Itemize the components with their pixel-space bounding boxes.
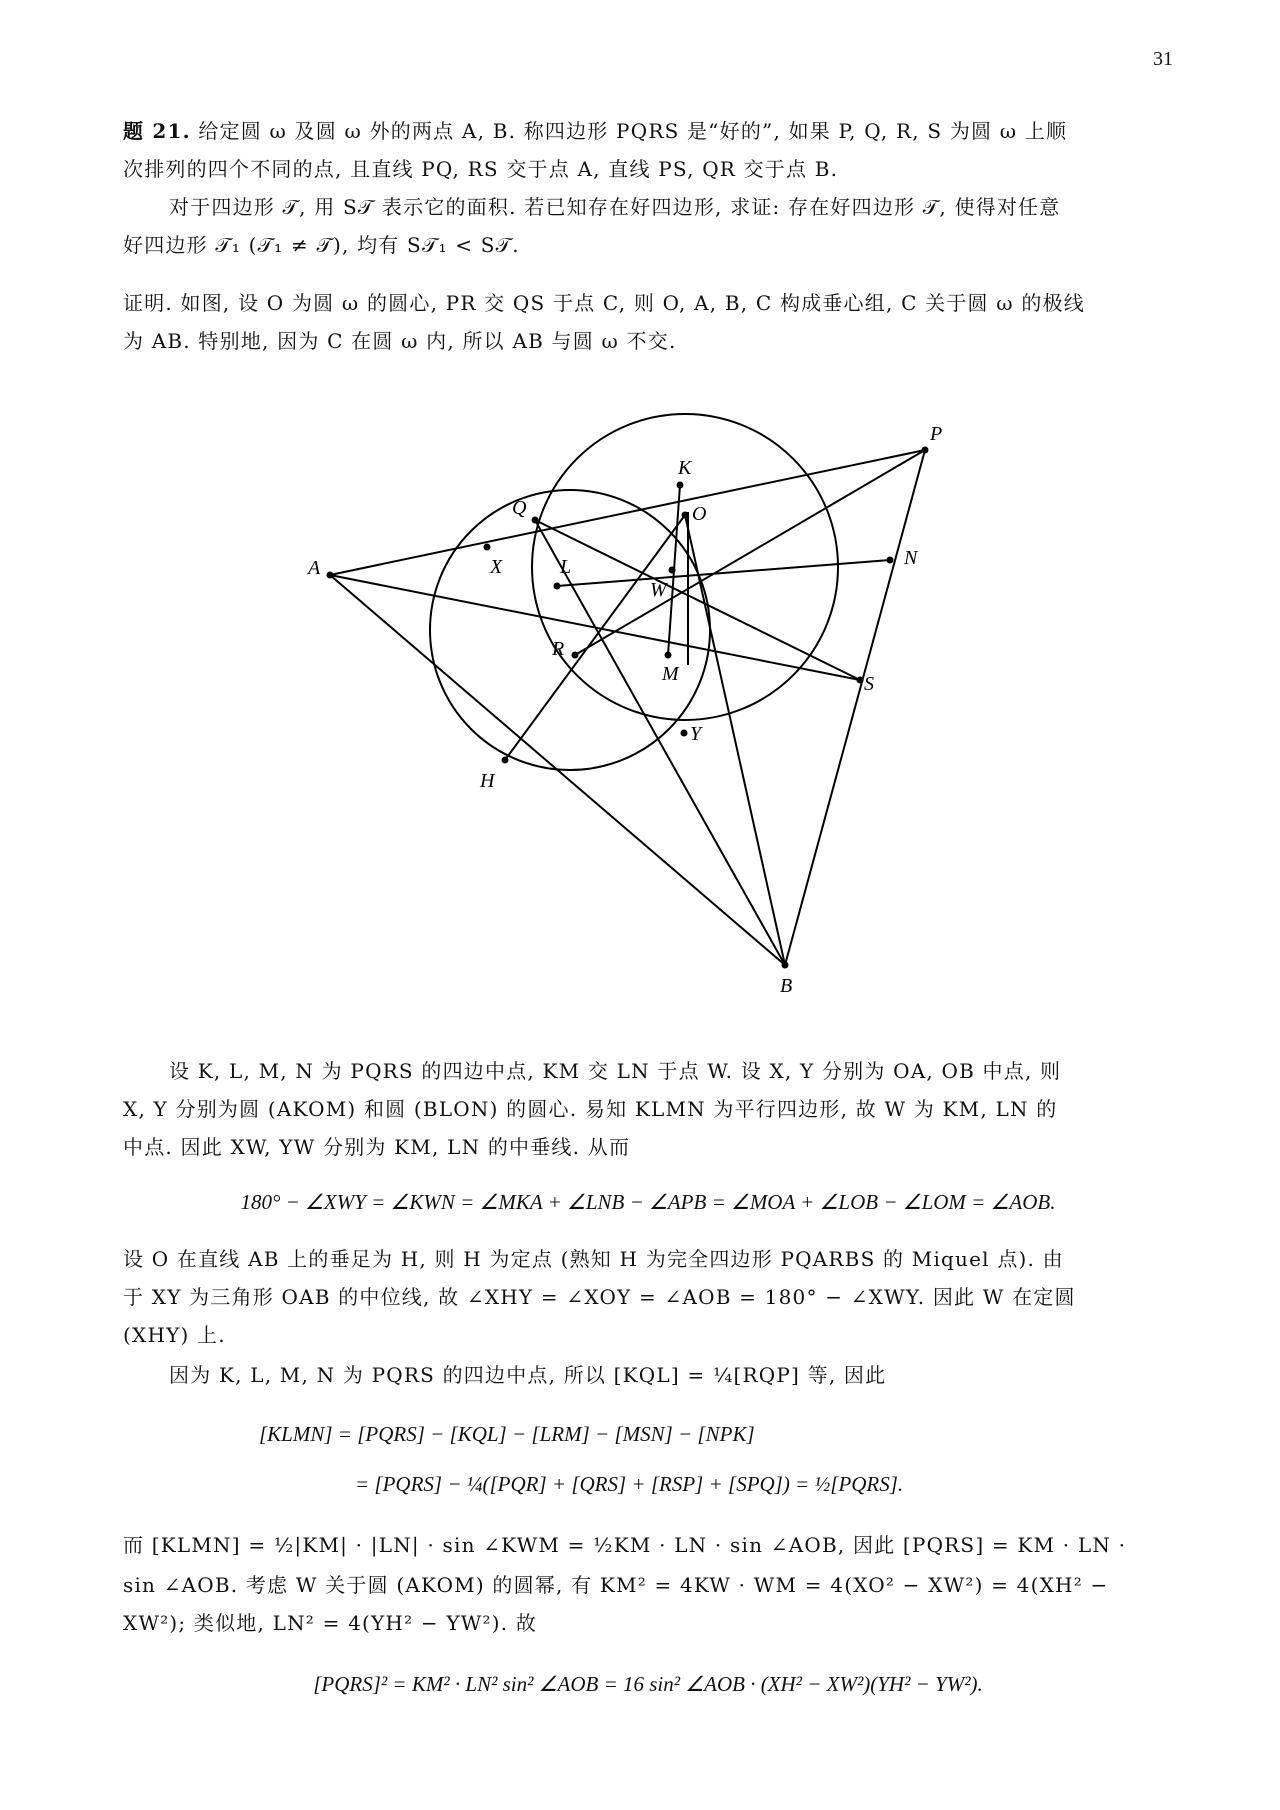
label-B: B (780, 975, 793, 997)
line-QS (535, 520, 860, 680)
body-p2-line3: (XHY) 上. (123, 1323, 226, 1347)
label-Q: Q (512, 497, 527, 519)
problem-statement-1: 给定圆 ω 及圆 ω 外的两点 A, B. 称四边形 PQRS 是“好的”, 如果 P, Q, R, S 为圆 ω 上顺 (198, 119, 1068, 143)
equation-2-line1: [KLMN] = [PQRS] − [KQL] − [LRM] − [MSN] − [NPK] (259, 1422, 755, 1446)
body-p4-line1: 而 [KLMN] = ½|KM| · |LN| · sin ∠KWM = ½KM · LN · sin ∠AOB, 因此 [PQRS] = KM · LN · (123, 1533, 1127, 1557)
label-S: S (864, 673, 874, 695)
line-AP (330, 450, 925, 575)
label-P: P (930, 423, 943, 445)
line-PB (785, 450, 925, 965)
body-p1-line1: 设 K, L, M, N 为 PQRS 的四边中点, KM 交 LN 于点 W. 设 X, Y 分别为 OA, OB 中点, 则 (169, 1059, 1062, 1083)
label-A: A (308, 557, 321, 579)
label-H: H (480, 770, 495, 792)
proof-line-2: 为 AB. 特别地, 因为 C 在圆 ω 内, 所以 AB 与圆 ω 不交. (123, 329, 677, 353)
body-p2-line2: 于 XY 为三角形 OAB 的中位线, 故 ∠XHY = ∠XOY = ∠AOB = 180° − ∠XWY. 因此 W 在定圆 (123, 1285, 1076, 1309)
equation-3: [PQRS]² = KM² · LN² sin² ∠AOB = 16 sin² ∠AOB · (XH² − XW²)(YH² − YW²). (313, 1672, 983, 1696)
problem-label: 题 21. (123, 119, 191, 143)
line-LN (557, 560, 890, 586)
label-Y: Y (690, 723, 702, 745)
page-number: 31 (1153, 48, 1173, 70)
line-AB (330, 575, 785, 965)
label-X: X (490, 556, 503, 578)
label-O: O (692, 503, 707, 525)
body-p4-line3: XW²); 类似地, LN² = 4(YH² − YW²). 故 (123, 1611, 538, 1635)
body-p4-line2: sin ∠AOB. 考虑 W 关于圆 (AKOM) 的圆幂, 有 KM² = 4KW · WM = 4(XO² − XW²) = 4(XH² − (123, 1573, 1109, 1597)
label-M: M (662, 663, 679, 685)
problem-statement-3: 对于四边形 𝒯, 用 S𝒯 表示它的面积. 若已知存在好四边形, 求证: 存在好四边形 𝒯, 使得对任意 (169, 195, 1061, 219)
body-p1-line3: 中点. 因此 XW, YW 分别为 KM, LN 的中垂线. 从而 (123, 1135, 631, 1159)
label-W: W (650, 579, 667, 601)
label-L: L (560, 556, 572, 578)
circle-xhy (430, 490, 710, 770)
proof-line-1: 证明. 如图, 设 O 为圆 ω 的圆心, PR 交 QS 于点 C, 则 O, A, B, C 构成垂心组, C 关于圆 ω 的极线 (123, 291, 1085, 315)
equation-1: 180° − ∠XWY = ∠KWN = ∠MKA + ∠LNB − ∠APB = ∠MOA + ∠LOB − ∠LOM = ∠AOB. (240, 1190, 1056, 1214)
line-PR (575, 450, 925, 655)
geometry-figure (300, 390, 1000, 1030)
body-p1-line2: X, Y 分别为圆 (AKOM) 和圆 (BLON) 的圆心. 易知 KLMN 为平行四边形, 故 W 为 KM, LN 的 (123, 1097, 1058, 1121)
figure-svg (300, 390, 1000, 1030)
body-p3-line1: 因为 K, L, M, N 为 PQRS 的四边中点, 所以 [KQL] = ¼[RQP] 等, 因此 (169, 1363, 887, 1387)
body-p2-line1: 设 O 在直线 AB 上的垂足为 H, 则 H 为定点 (熟知 H 为完全四边形 PQARBS 的 Miquel 点). 由 (123, 1247, 1064, 1271)
problem-line-1 (123, 112, 1173, 150)
equation-2-line2: = [PQRS] − ¼([PQR] + [QRS] + [RSP] + [SPQ]) = ½[PQRS]. (355, 1472, 904, 1496)
problem-statement-4: 好四边形 𝒯₁ (𝒯₁ ≠ 𝒯), 均有 S𝒯₁ < S𝒯. (123, 233, 520, 257)
label-K: K (678, 457, 692, 479)
label-N: N (904, 547, 918, 569)
problem-statement-2: 次排列的四个不同的点, 且直线 PQ, RS 交于点 A, 直线 PS, QR 交于点 B. (123, 157, 839, 181)
label-R: R (552, 638, 565, 660)
